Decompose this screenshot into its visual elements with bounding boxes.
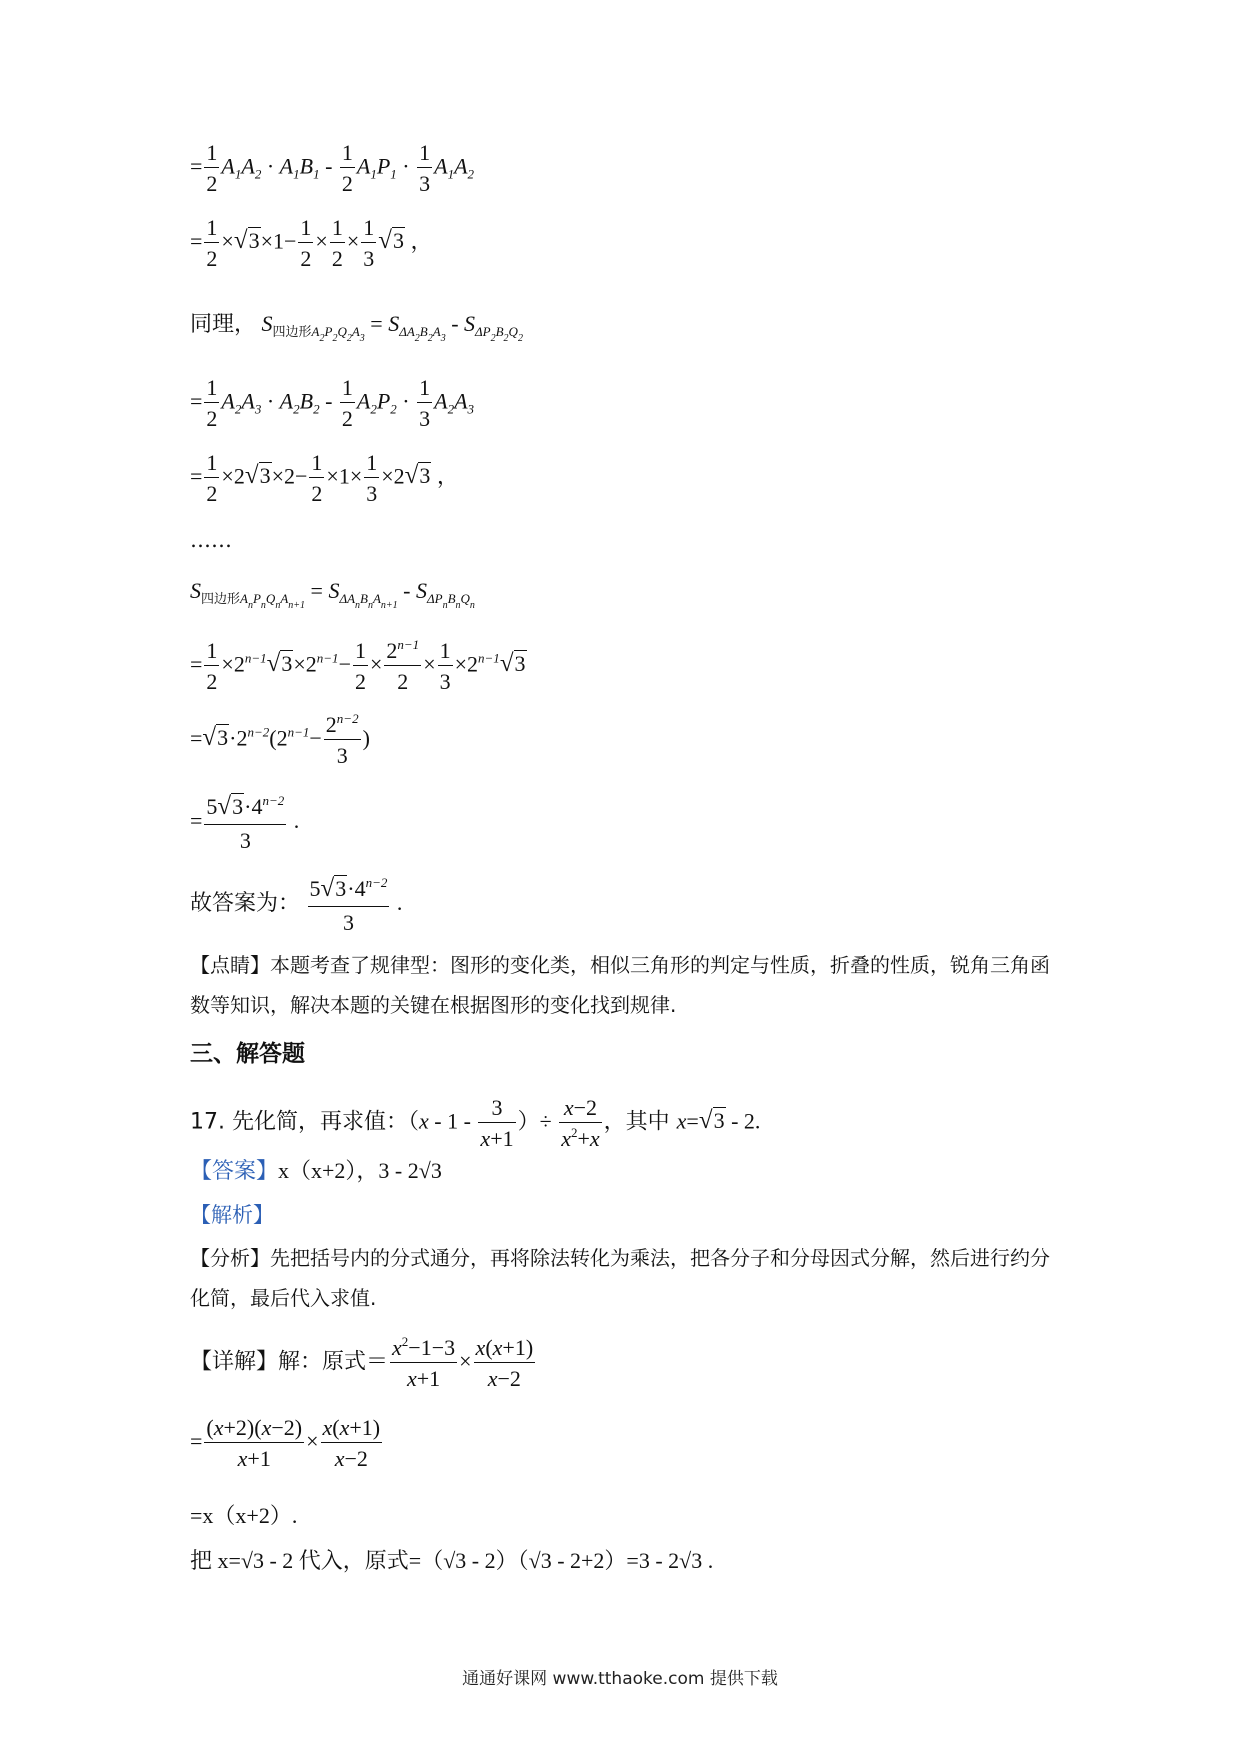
formula-line-9: $=√3\cdot 2^{n-2}(2^{n-1}-$ $\frac{2^{n-2}}{3}$ )	[190, 711, 370, 769]
formula-line-3: 同理， $S_{四边形A_2P_2Q_2A_3} = S_{\Delta A_2B_2A_3} - S_{\Delta P_2B_2Q_2}$	[190, 311, 523, 344]
fenxi-tag: 【分析】	[190, 1246, 270, 1270]
formula-line-10: = $\frac{5√3\cdot 4^{n-2}}{3}$ .	[190, 793, 300, 853]
q17-where: ，其中	[603, 1109, 677, 1135]
q17-prefix: 17. 先化简，再求值：	[190, 1109, 408, 1135]
formula-line-2: = $\frac{1}{2}$ ×√3×1− $\frac{1}{2}$ × $\frac{1}{2}$ × $\frac{1}{3}$ √3 ，	[190, 215, 433, 272]
formula-line-1: = $\frac{1}{2}$ $A_1A_2 \cdot A_1B_1$ - $\frac{1}{2}$ $A_1P_1$ · $\frac{1}{3}$ $A_1A_2$	[190, 140, 475, 197]
dianjing-tag: 【点睛】	[190, 953, 270, 977]
result-line: =x（x+2）.	[190, 1503, 298, 1528]
dianjing-paragraph	[190, 945, 1060, 1025]
xiangjie-text: 解：原式＝	[278, 1349, 389, 1375]
fenxi-text: 先把括号内的分式通分，再将除法转化为乘法，把各分子和分母因式分解，然后进行约分化简，最后代入求值.	[190, 1246, 1050, 1310]
answer-text: x（x+2），3 - 2√3	[278, 1158, 442, 1183]
footer: 通通好课网 www.tthaoke.com 提供下载	[462, 1669, 778, 1689]
answer-lead: 故答案为：	[190, 891, 301, 917]
question-17: 17. 先化简，再求值：（x - 1 - $\frac{3}{x+1}$ ）÷ $\frac{x-2}{x^2+x}$ ，其中 x=√3 - 2.	[190, 1095, 761, 1152]
section-title: 三、解答题	[190, 1041, 305, 1067]
fenxi-paragraph	[190, 1238, 1060, 1318]
xiangjie-line: 【详解】解：原式＝ $\frac{x^2-1-3}{x+1}$ × $\frac{x(x+1)}{x-2}$	[190, 1334, 534, 1392]
dianjing-text: 本题考查了规律型：图形的变化类，相似三角形的判定与性质，折叠的性质，锐角三角函数等知识，解决本题的关键在根据图形的变化找到规律.	[190, 953, 1050, 1017]
jiexi-tag: 【解析】	[190, 1203, 274, 1227]
formula-line-8: = $\frac{1}{2}$ $\times 2^{n-1}√3\times 2^{n-1}-$ $\frac{1}{2}$ × $\frac{2^{n-1}}{2}$ × $\frac{1}{3}$ $\times 2^{n-1}√3$	[190, 637, 526, 695]
xiangjie-line-2: = $\frac{(x+2)(x-2)}{x+1}$ × $\frac{x(x+1)}{x-2}$	[190, 1415, 381, 1472]
substitute-line: 把 x=√3 - 2 代入，原式=（√3 - 2）（√3 - 2+2）=3 - 2√3 .	[190, 1548, 714, 1573]
answer-line	[190, 1160, 442, 1183]
xiangjie-tag: 【详解】	[190, 1349, 279, 1375]
answer-tag: 【答案】	[190, 1159, 279, 1184]
ellipsis: ……	[190, 528, 232, 552]
formula-line-5: = $\frac{1}{2}$ ×2√3×2− $\frac{1}{2}$ ×1× $\frac{1}{3}$ ×2√3 ，	[190, 450, 459, 507]
tongli-text: 同理，	[190, 312, 257, 337]
formula-line-11: 故答案为： $\frac{5√3\cdot 4^{n-2}}{3}$ .	[190, 875, 403, 935]
formula-line-4: = $\frac{1}{2}$ $A_2A_3 \cdot A_2B_2$ - $\frac{1}{2}$ $A_2P_2$ · $\frac{1}{3}$ $A_2A_3$	[190, 375, 475, 432]
formula-line-7: $S_{四边形A_nP_nQ_nA_{n+1}} = S_{\Delta A_nB_nA_{n+1}} - S_{\Delta P_nB_nQ_n}$	[190, 578, 475, 611]
